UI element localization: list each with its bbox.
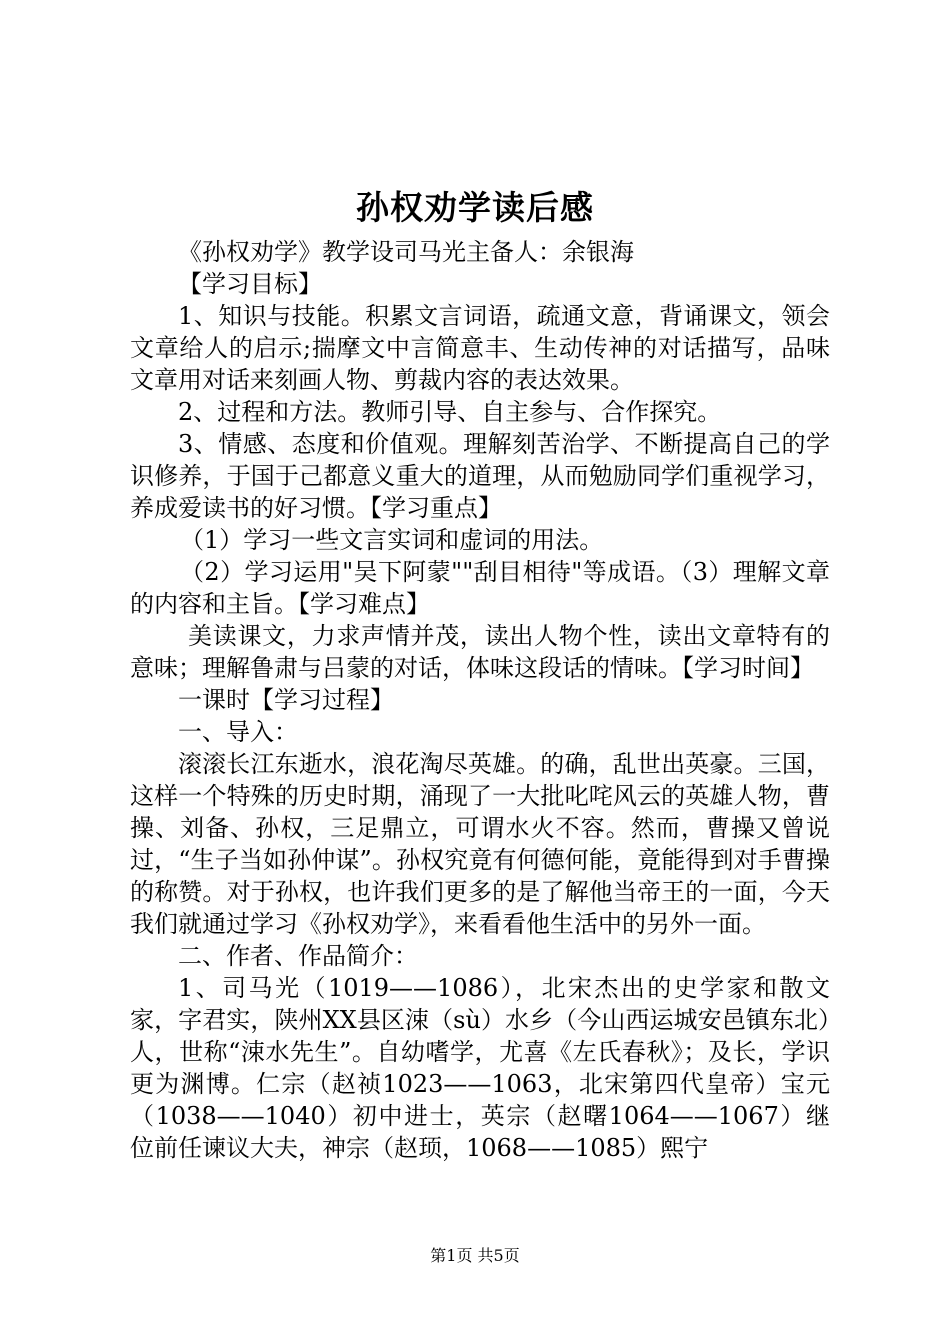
document-body — [130, 236, 830, 1164]
paragraph-subtitle: 《孙权劝学》教学设司马光主备人：余银海 — [178, 238, 634, 266]
paragraph-intro-heading: 一、导入： — [178, 718, 298, 746]
paragraph-goal-3: 3、情感、态度和价值观。理解刻苦治学、不断提高自己的学识修养，于国于己都意义重大的道理，从而勉励同学们重视学习，养成爱读书的好习惯。【学习重点】 — [130, 430, 830, 522]
page-number: 第1页 共5页 — [430, 1246, 520, 1265]
paragraph-goal-1: 1、知识与技能。积累文言词语，疏通文意，背诵课文，领会文章给人的启示;揣摩文中言简意丰、生动传神的对话描写，品味文章用对话来刻画人物、剪裁内容的表达效果。 — [130, 302, 830, 394]
paragraph-author-heading: 二、作者、作品简介： — [178, 942, 418, 970]
paragraph-learning-goals-heading: 【学习目标】 — [178, 270, 322, 298]
paragraph-key-point-2: （2）学习运用"吴下阿蒙""刮目相待"等成语。（3）理解文章的内容和主旨。【学习难点】 — [130, 558, 830, 618]
document-title: 孙权劝学读后感 — [356, 188, 594, 227]
paragraph-author-text: 1、司马光（1019——1086），北宋杰出的史学家和散文家，字君实，陕州XX县区涑（sù）水乡（今山西运城安邑镇东北）人，世称“涑水先生”。自幼嗜学，尤喜《左氏春秋》；及长，学识更为渊博。仁宗（赵祯1023——1063，北宋第四代皇帝）宝元（1038——1040）初中进士，英宗（赵曙1064——1067）继位前任谏议大夫，神宗（赵顼，1068——1085）熙宁 — [130, 974, 830, 1162]
paragraph-lesson-time: 一课时【学习过程】 — [178, 686, 394, 714]
paragraph-goal-2: 2、过程和方法。教师引导、自主参与、合作探究。 — [178, 398, 722, 426]
paragraph-difficulty: 美读课文，力求声情并茂，读出人物个性，读出文章特有的意味；理解鲁肃与吕蒙的对话，体味这段话的情味。【学习时间】 — [130, 622, 830, 682]
paragraph-intro-text: 滚滚长江东逝水，浪花淘尽英雄。的确，乱世出英豪。三国，这样一个特殊的历史时期，涌现了一大批叱咤风云的英雄人物，曹操、刘备、孙权，三足鼎立，可谓水火不容。然而，曹操又曾说过，“生子当如孙仲谋”。孙权究竟有何德何能，竟能得到对手曹操的称赞。对于孙权，也许我们更多的是了解他当帝王的一面，今天我们就通过学习《孙权劝学》，来看看他生活中的另外一面。 — [130, 750, 830, 938]
paragraph-key-point-1: （1）学习一些文言实词和虚词的用法。 — [180, 526, 604, 554]
